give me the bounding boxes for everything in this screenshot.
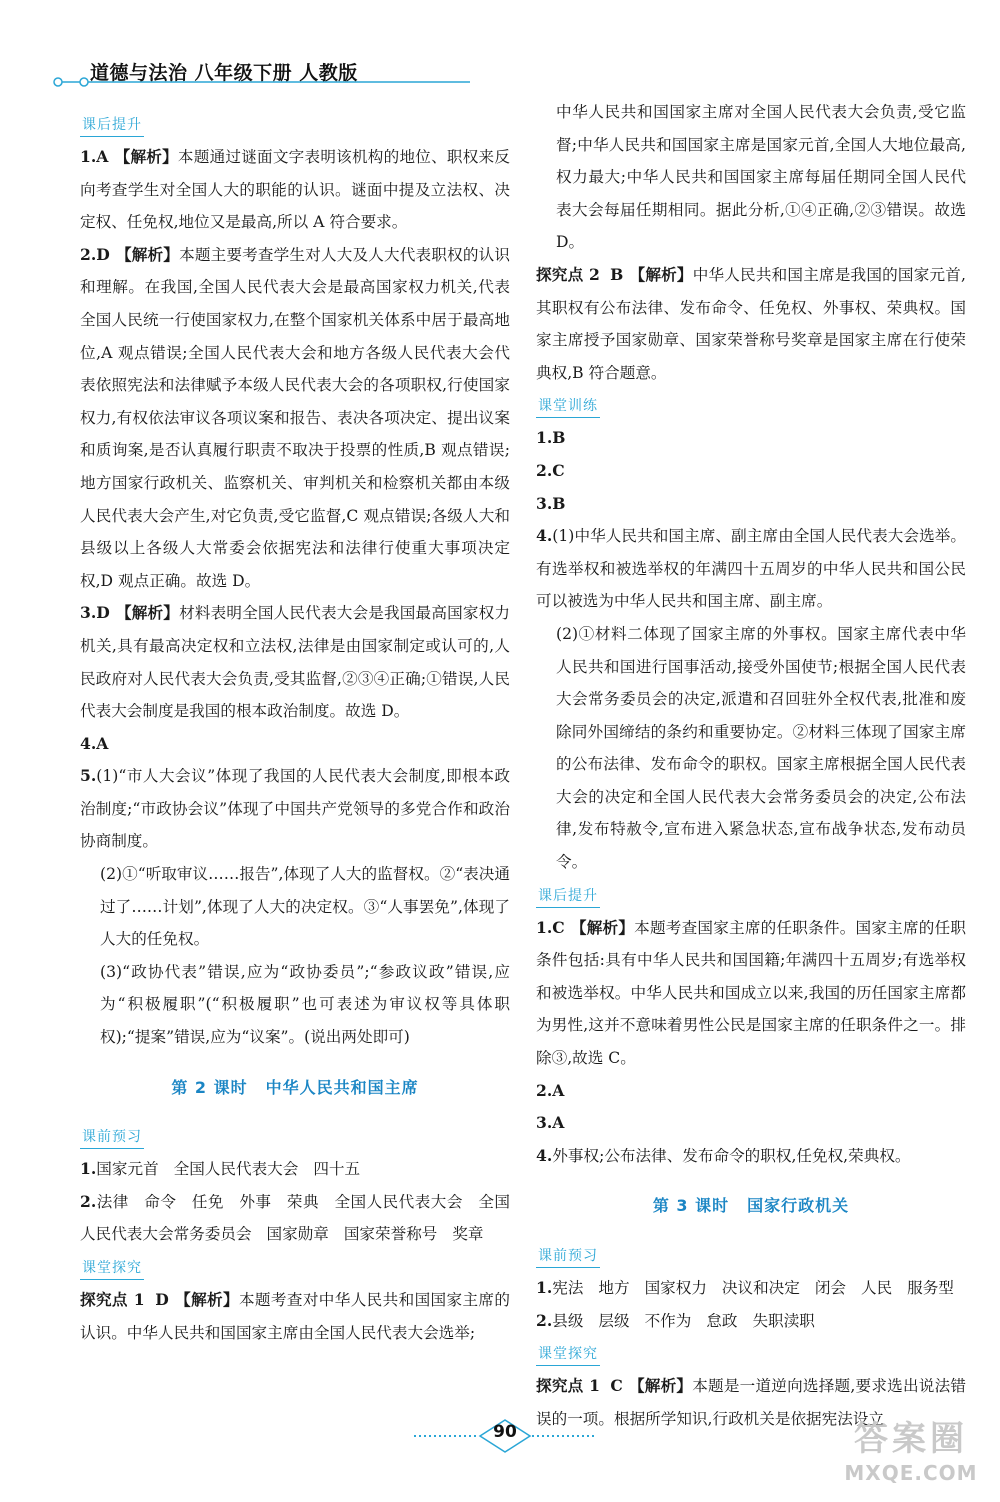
answer-item: 2.C [536, 460, 565, 480]
section-label-class-practice: 课堂训练 [536, 396, 600, 418]
answer-item: 3.A [536, 1113, 565, 1133]
section-label-preview: 课前预习 [536, 1246, 600, 1268]
answer-item: 3.B [536, 493, 566, 513]
answer-item: 1.B [536, 428, 566, 448]
answer-item: 1.C 【解析】本题考查国家主席的任职条件。国家主席的任职条件包括:具有中华人民共和国国籍;年满四十五周岁;有选举权和被选举权。中华人民共和国成立以来,我国的历任国家主席都为男性,这并不意味着男性公民是国家主席的任职条件之一。排除③,故选 C。 [536, 917, 966, 1068]
answer-item: 4.(1)中华人民共和国主席、副主席由全国人民代表大会选举。有选举权和被选举权的年满四十五周岁的中华人民共和国公民可以被选为中华人民共和国主席、副主席。 [536, 526, 966, 611]
book-title: 道德与法治 八年级下册 人教版 [90, 62, 358, 84]
page-footer [410, 1416, 600, 1456]
answer-continuation: 中华人民共和国国家主席对全国人民代表大会负责,受它监督;中华人民共和国国家主席是国家元首,全国人大地位最高,权力最大;中华人民共和国国家主席每届任期同全国人民代表大会每届任期相同。据此分析,①④正确,②③错误。故选 D。 [556, 103, 966, 252]
section-label-preview: 课前预习 [80, 1127, 144, 1149]
answer-subitem: (2)①材料二体现了国家主席的外事权。国家主席代表中华人民共和国进行国事活动,接受外国使节;根据全国人民代表大会常务委员会的决定,派遣和召回驻外全权代表,批准和废除同外国缔结的条约和重要协定。②材料三体现了国家主席的公布法律、发布命令的职权。国家主席根据全国人民代表大会的决定和全国人民代表大会常务委员会的决定,公布法律,发布特赦令,宣布进入紧急状态,宣布战争状态,发布动员令。 [556, 624, 966, 872]
answer-item: 探究点 1 D 【解析】本题考查对中华人民共和国国家主席的认识。中华人民共和国国家主席由全国人民代表大会选举; [80, 1290, 510, 1342]
answer-item: 1.宪法 地方 国家权力 决议和决定 闭会 人民 服务型 [536, 1278, 954, 1297]
answer-item: 探究点 1 C 【解析】本题是一道逆向选择题,要求选出说法错误的一项。根据所学知识,行政机关是依据宪法设立 [536, 1376, 966, 1428]
answer-subitem: (2)①“听取审议……报告”,体现了人大的监督权。②“表决通过了……计划”,体现了人大的决定权。③“人事罢免”,体现了人大的任免权。 [100, 865, 510, 949]
lesson-heading: 第 2 课时 中华人民共和国主席 [171, 1077, 419, 1097]
answer-item: 2.县级 层级 不作为 怠政 失职渎职 [536, 1310, 815, 1330]
answer-item: 2.D 【解析】本题主要考查学生对人大及人大代表职权的认识和理解。在我国,全国人民代表大会是最高国家权力机关,代表全国人民统一行使国家权力,在整个国家机关体系中居于最高地位,A 观点错误;全国人民代表大会和地方各级人民代表大会代表依照宪法和法律赋予本级人民代表大会的各项职权,行使国家权力,有权依法审议各项议案和报告、表决各项决定、提出议案和质询案,是否认真履行职责不取决于投票的性质,B 观点错误;地方国家行政机关、监察机关、审判机关和检察机关都由本级人民代表大会产生,对它负责,受它监督,C 观点错误;各级人大和县级以上各级人大常委会依据宪法和法律行使重大事项决定权,D 观点正确。故选 D。 [80, 244, 510, 590]
answer-item: 3.D 【解析】材料表明全国人民代表大会是我国最高国家权力机关,具有最高决定权和立法权,法律是由国家制定或认可的,人民政府对人民代表大会负责,受其监督,②③④正确;①错误,人民代表大会制度是我国的根本政治制度。故选 D。 [80, 603, 510, 721]
answer-item: 2.法律 命令 任免 外事 荣典 全国人民代表大会 全国人民代表大会常务委员会 国家勋章 国家荣誉称号 奖章 [80, 1191, 510, 1244]
answer-item: 2.A [536, 1080, 565, 1100]
lesson-heading: 第 3 课时 国家行政机关 [652, 1196, 850, 1216]
watermark-logo [836, 1418, 986, 1496]
answer-item: 1.国家元首 全国人民代表大会 四十五 [80, 1159, 361, 1179]
section-label-explore: 课堂探究 [536, 1344, 600, 1366]
right-column [536, 96, 966, 1435]
running-header [52, 52, 472, 96]
answer-item: 1.A 【解析】本题通过谜面文字表明该机构的地位、职权来反向考查学生对全国人大的职能的认识。谜面中提及立法权、决定权、任免权,地位又是最高,所以 A 符合要求。 [80, 147, 510, 232]
section-label-explore: 课堂探究 [80, 1258, 144, 1280]
answer-subitem: (3)“政协代表”错误,应为“政协委员”;“参政议政”错误,应为“积极履职”(“积极履职”也可表述为审议权等具体职权);“提案”错误,应为“议案”。(说出两处即可) [100, 962, 510, 1047]
answer-item: 5.(1)“市人大会议”体现了我国的人民代表大会制度,即根本政治制度;“市政协会议”体现了中国共产党领导的多党合作和政治协商制度。 [80, 766, 510, 851]
answer-item: 探究点 2 B 【解析】中华人民共和国主席是我国的国家元首,其职权有公布法律、发布命令、任免权、外事权、荣典权。国家主席授予国家勋章、国家荣誉称号奖章是国家主席在行使荣典权,B 符合题意。 [536, 264, 967, 382]
left-column [80, 108, 510, 1349]
answer-item: 4.外事权;公布法律、发布命令的职权,任免权,荣典权。 [536, 1145, 911, 1165]
watermark-text: 答案圈 [854, 1419, 968, 1459]
section-label-after-class: 课后提升 [536, 886, 600, 908]
page-number: 90 [493, 1422, 517, 1442]
answer-item: 4.A [80, 733, 109, 753]
watermark-url: MXQE.COM [844, 1461, 978, 1485]
section-label-after-class: 课后提升 [80, 115, 144, 137]
